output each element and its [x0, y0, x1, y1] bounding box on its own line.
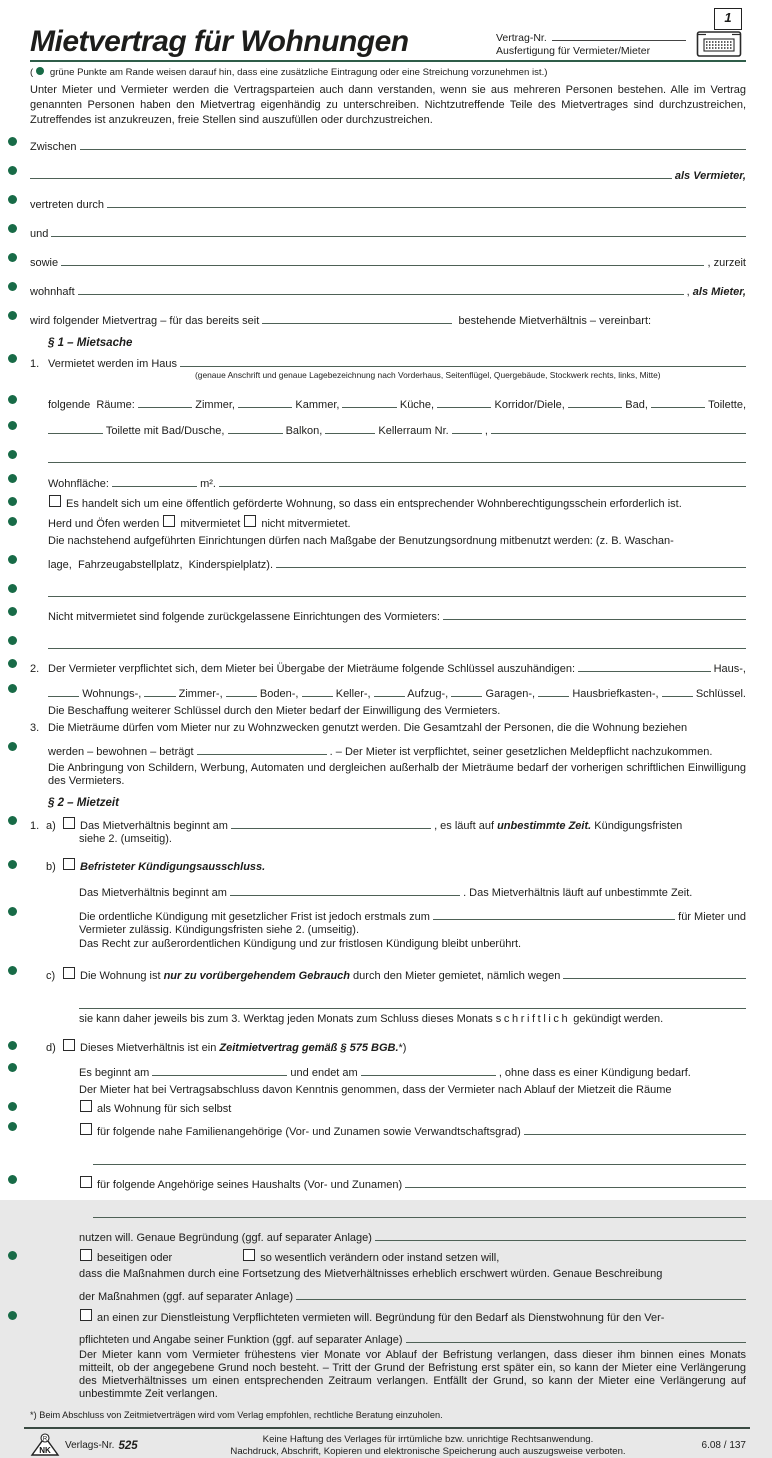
form-line: [79, 994, 746, 1009]
green-dot-icon: [8, 1311, 17, 1320]
form-line: [79, 1061, 746, 1080]
line-text: sowie: [30, 257, 62, 270]
fill-in-blank[interactable]: [48, 634, 746, 649]
vertrag-nr-blank[interactable]: [552, 28, 686, 41]
line-text: für Mieter und: [675, 911, 746, 924]
item-number: a): [46, 820, 56, 833]
margin-dots-note: [30, 67, 746, 78]
line-text: und endet am: [287, 1067, 361, 1080]
line-text: siehe 2. (umseitig).: [79, 833, 172, 846]
checkbox[interactable]: [243, 1249, 255, 1261]
green-dot-icon: [8, 1041, 17, 1050]
green-dot-icon: [8, 636, 17, 645]
form-line: [79, 1349, 746, 1401]
green-dot-icon: [8, 584, 17, 593]
line-text: Die ordentliche Kündigung mit gesetzlicher Frist ist jedoch erstmals zum: [79, 911, 433, 924]
edition-code: 6.08 / 137: [701, 1440, 746, 1452]
line-text: Das Mietverhältnis beginnt am: [80, 820, 232, 833]
item-number: b): [46, 861, 56, 874]
line-text: lage, Fahrzeugabstellplatz, Kinderspielplatz).: [48, 559, 277, 572]
line-text: für folgende nahe Familienangehörige (Vor- und Zunamen sowie Verwandtschaftsgrad): [97, 1126, 524, 1139]
form-line: [30, 722, 746, 735]
fill-in-blank[interactable]: [93, 1150, 746, 1165]
line-text: beseitigen oder: [97, 1252, 173, 1265]
green-dot-icon: [8, 684, 17, 693]
green-dot-icon: [8, 1175, 17, 1184]
line-text: Wohnungs-,: [79, 688, 145, 701]
line-text: Es handelt sich um eine öffentlich geförderte Wohnung, so dass ein entsprechender Wohnberechtigungsschein erforderlich ist.: [66, 498, 682, 511]
fill-in-blank[interactable]: [568, 393, 622, 408]
line-text: Zimmer-,: [175, 688, 226, 701]
form-line: [30, 280, 746, 299]
line-text: wohnhaft: [30, 286, 78, 299]
fill-in-blank[interactable]: [651, 393, 705, 408]
form-line: [79, 1328, 746, 1347]
fill-in-blank[interactable]: [491, 419, 746, 434]
form-line: [79, 1285, 746, 1304]
line-text: Der Mieter kann vom Vermieter frühestens vier Monate vor Ablauf der Befristung verlangen, dass dieser ihm binnen eines Monats mitteilt, ob der angegebene Grund noch besteht. – Tritt der Grund der Befristung erst später ein, so kann der Mieter eine Verlängerung des Mietverhältnisses um einen entsprechenden Zeitraum verlangen. Entfällt der Grund, so kann der Mieter eine Verlängerung auf unbestimmte Zeit verlangen.: [79, 1349, 746, 1401]
line-text: Der Vermieter verpflichtet sich, dem Mieter bei Übergabe der Mieträume folgende Schlüssel auszuhändigen:: [48, 663, 579, 676]
form-line: [48, 582, 746, 597]
line-text: Aufzug-,: [404, 688, 452, 701]
line-text: Die Beschaffung weiterer Schlüssel durch den Mieter bedarf der Einwilligung des Vermieters.: [48, 705, 501, 718]
green-dot-icon: [8, 137, 17, 146]
green-dot-icon: [8, 1122, 17, 1131]
svg-text:NK: NK: [39, 1446, 51, 1456]
green-dot-icon: [8, 1063, 17, 1072]
fill-in-blank[interactable]: [30, 164, 672, 179]
form-line: [48, 705, 746, 718]
item-number: 1.: [30, 358, 40, 371]
fill-in-blank[interactable]: [578, 657, 710, 672]
fill-in-blank[interactable]: [138, 393, 192, 408]
line-text: Kellerraum Nr.: [375, 425, 452, 438]
line-text: ,: [683, 286, 693, 299]
checkbox[interactable]: [63, 967, 75, 979]
fill-in-blank[interactable]: [78, 280, 684, 295]
line-text: so wesentlich verändern oder instand setzen will,: [260, 1252, 500, 1265]
fill-in-blank[interactable]: [361, 1061, 496, 1076]
line-text: mitvermietet: [180, 518, 244, 531]
form-line: [48, 448, 746, 463]
form-line: [48, 553, 746, 572]
line-text: Wohnfläche:: [48, 478, 113, 491]
fill-in-blank[interactable]: [48, 448, 746, 463]
line-text: , ohne dass es einer Kündigung bedarf.: [495, 1067, 691, 1080]
line-text: wird folgender Mietvertrag – für das bereits seit: [30, 315, 263, 328]
line-text: Es beginnt am: [79, 1067, 153, 1080]
form-line: [48, 762, 746, 788]
green-dot-icon: [8, 282, 17, 291]
line-text: Das Recht zur außerordentlichen Kündigung und zur fristlosen Kündigung bleibt unberührt.: [79, 938, 522, 951]
line-text: Schlüssel.: [692, 688, 746, 701]
form-line: [48, 419, 746, 438]
form-line: [46, 858, 746, 874]
fill-in-blank[interactable]: [48, 419, 103, 434]
line-text: Haus-,: [710, 663, 746, 676]
green-dot-icon: [8, 166, 17, 175]
fill-in-blank[interactable]: [296, 1285, 746, 1300]
footer: [30, 1433, 746, 1458]
fill-in-blank[interactable]: [48, 682, 79, 697]
green-dot-icon: [8, 195, 17, 204]
green-dot-icon: [8, 421, 17, 430]
form-line: [48, 472, 746, 491]
form-line: [79, 1226, 746, 1245]
publisher-logo-icon: [30, 1433, 60, 1458]
line-text: Die Wohnung ist: [80, 970, 164, 983]
fill-in-blank[interactable]: [152, 1061, 287, 1076]
form-line: [30, 193, 746, 212]
line-text: Boden-,: [256, 688, 302, 701]
line-text: Das Mietverhältnis beginnt am: [79, 887, 231, 900]
intro-paragraph: Unter Mieter und Vermieter werden die Vertragsparteien auch dann verstanden, wenn sie aus mehreren Personen bestehen. Alle im Vertrag genannten Personen haben den Mietvertrag eigenhändig zu unterschreiben. Nichtzutreffende Teile des Mietvertrages sind durchzustreichen, Zutreffendes ist anzukreuzen, freie Stellen sind auszufüllen oder durchzustreichen.: [30, 84, 746, 126]
line-text: , zurzeit: [704, 257, 746, 270]
checkbox[interactable]: [49, 495, 61, 507]
emphasis-text: nur zu vorübergehendem Gebrauch: [163, 970, 350, 983]
verlag-label: Verlags-Nr.: [65, 1440, 115, 1452]
form-line: [48, 495, 746, 511]
form-line: [93, 1150, 746, 1165]
line-text: vertreten durch: [30, 199, 108, 212]
checkbox[interactable]: [63, 817, 75, 829]
green-dot-icon: [8, 517, 17, 526]
footer-rule: [24, 1427, 750, 1429]
form-line: [48, 605, 746, 624]
line-text: Herd und Öfen werden: [48, 518, 163, 531]
line-text: Der Mieter hat bei Vertragsabschluss davon Kenntnis genommen, dass der Vermieter nach Ablauf der Mietzeit die Räume: [79, 1084, 672, 1097]
fill-in-blank[interactable]: [662, 682, 693, 697]
line-text: Küche,: [396, 399, 438, 412]
green-dot-icon: [8, 224, 17, 233]
form-line: [79, 1249, 746, 1265]
form-line: [30, 135, 746, 154]
line-text: Vermietet werden im Haus: [48, 358, 181, 371]
line-text: Zwischen: [30, 141, 80, 154]
line-text: Dieses Mietverhältnis ist ein: [80, 1042, 220, 1055]
fill-in-blank[interactable]: [563, 964, 746, 979]
line-text: der Maßnahmen (ggf. auf separater Anlage): [79, 1291, 297, 1304]
note-open-paren: (: [30, 67, 34, 79]
fill-in-blank[interactable]: [405, 1173, 746, 1188]
form-line: [48, 515, 746, 531]
line-text: gekündigt werden.: [570, 1013, 664, 1026]
green-dot-icon: [8, 354, 17, 363]
fill-in-blank[interactable]: [230, 881, 460, 896]
line-text: Toilette,: [705, 399, 747, 412]
line-text: als Wohnung für sich selbst: [97, 1103, 232, 1116]
green-dot-icon: [8, 742, 17, 751]
green-dot-icon: [8, 474, 17, 483]
section-heading: § 2 – Mietzeit: [48, 797, 119, 810]
green-dot-icon: [8, 907, 17, 916]
legal-notice: [200, 1434, 656, 1458]
fill-in-blank[interactable]: [443, 605, 746, 620]
item-number: 2.: [30, 663, 40, 676]
svg-text:R: R: [42, 1436, 48, 1443]
form-rows: [30, 135, 746, 1401]
line-text: dass die Maßnahmen durch eine Fortsetzung des Mietverhältnisses erheblich erschwert würden. Genaue Beschreibung: [79, 1268, 663, 1281]
fill-in-blank[interactable]: [452, 419, 482, 434]
fill-in-blank[interactable]: [80, 135, 746, 150]
fill-in-blank[interactable]: [93, 1203, 746, 1218]
line-text: . – Der Mieter ist verpflichtet, seiner gesetzlichen Meldepflicht nachzukommen.: [326, 746, 713, 759]
form-line: [79, 1120, 746, 1139]
form-line: [79, 1013, 746, 1026]
form-line: [46, 964, 746, 983]
form-line: [79, 924, 746, 937]
checkbox[interactable]: [80, 1249, 92, 1261]
emphasis-text: als Mieter,: [692, 286, 746, 299]
fill-in-blank[interactable]: [238, 393, 292, 408]
checkbox[interactable]: [80, 1100, 92, 1112]
form-line: [46, 1039, 746, 1055]
form-line: [30, 814, 746, 833]
green-dot-icon: [8, 816, 17, 825]
item-number: 3.: [30, 722, 40, 735]
fill-in-blank[interactable]: [262, 309, 452, 324]
fill-in-blank[interactable]: [51, 222, 746, 237]
line-text: bestehende Mietverhältnis – vereinbart:: [452, 315, 652, 328]
line-text: folgende Räume:: [48, 399, 138, 412]
header-rule: [30, 60, 746, 62]
legal-line-1: Keine Haftung des Verlages für irrtümliche bzw. unrichtige Rechtsanwendung.: [262, 1433, 594, 1445]
fill-in-blank[interactable]: [107, 193, 746, 208]
section-heading: § 1 – Mietsache: [48, 337, 133, 350]
fill-in-blank[interactable]: [433, 905, 675, 920]
fill-in-blank[interactable]: [451, 682, 482, 697]
checkbox[interactable]: [63, 858, 75, 870]
line-text: Die Anbringung von Schildern, Werbung, Automaten und dergleichen außerhalb der Mieträume bedarf der vorherigen schriftlichen Einwilligung des Vermieters.: [48, 762, 746, 788]
form-line: [30, 657, 746, 676]
checkbox[interactable]: [63, 1039, 75, 1051]
fill-in-blank[interactable]: [226, 682, 257, 697]
emphasis-text: als Vermieter,: [671, 170, 746, 183]
checkbox[interactable]: [80, 1123, 92, 1135]
publisher-block: [30, 1433, 200, 1458]
page-title: Mietvertrag für Wohnungen: [30, 25, 409, 58]
fill-in-blank[interactable]: [180, 352, 746, 367]
line-text: ,: [481, 425, 491, 438]
form-line: [79, 905, 746, 924]
green-dot-icon: [8, 860, 17, 869]
page-number-badge: 1: [714, 8, 742, 30]
line-text: an einen zur Dienstleistung Verpflichteten vermieten will. Begründung für den Bedarf als Dienstwohnung für den Ver-: [97, 1312, 665, 1325]
form-line: [30, 164, 746, 183]
item-number: 1.: [30, 820, 40, 833]
line-text: nutzen will. Genaue Begründung (ggf. auf separater Anlage): [79, 1232, 375, 1245]
line-text: Die nachstehend aufgeführten Einrichtungen dürfen nach Maßgabe der Benutzungsordnung mitbenutzt werden: (z. B. Waschan-: [48, 535, 674, 548]
line-text: nicht mitvermietet.: [261, 518, 351, 531]
fill-in-blank[interactable]: [197, 740, 327, 755]
fill-in-blank[interactable]: [538, 682, 569, 697]
ausfertigung-label: Ausfertigung für Vermieter/Mieter: [496, 45, 651, 57]
form-line: [48, 740, 746, 759]
fill-in-blank[interactable]: [325, 419, 375, 434]
line-text: sie kann daher jeweils bis zum 3. Werktag jeden Monats zum Schluss dieses Monats: [79, 1013, 496, 1026]
emphasis-text: Zeitmietvertrag gemäß § 575 BGB.: [219, 1042, 399, 1055]
line-text: Toilette mit Bad/Dusche,: [103, 425, 228, 438]
form-line: [79, 1084, 746, 1097]
green-dot-icon: [8, 311, 17, 320]
note-text: grüne Punkte am Rande weisen darauf hin, dass eine zusätzliche Eintragung oder eine Streichung vorzunehmen ist.): [47, 67, 548, 79]
header: [30, 8, 746, 60]
fill-in-blank[interactable]: [406, 1328, 746, 1343]
green-dot-icon: [8, 395, 17, 404]
green-dot-icon: [8, 450, 17, 459]
line-text: Garagen-,: [482, 688, 539, 701]
line-text: pflichteten und Angabe seiner Funktion (ggf. auf separater Anlage): [79, 1334, 406, 1347]
emphasis-text: unbestimmte Zeit.: [497, 820, 592, 833]
form-line: [30, 352, 746, 371]
green-dot-icon: [8, 1102, 17, 1111]
fill-in-blank[interactable]: [48, 582, 746, 597]
contract-number-block: [496, 28, 686, 60]
line-text: durch den Mieter gemietet, nämlich wegen: [350, 970, 564, 983]
verlag-number: 525: [118, 1439, 138, 1452]
fill-in-blank[interactable]: [437, 393, 491, 408]
line-text: und: [30, 228, 52, 241]
line-text: Kammer,: [292, 399, 343, 412]
line-text: werden – bewohnen – beträgt: [48, 746, 197, 759]
green-dot-icon: [8, 1251, 17, 1260]
fill-in-blank[interactable]: [112, 472, 197, 487]
line-text: *): [398, 1042, 407, 1055]
line-text: Hausbriefkasten-,: [569, 688, 662, 701]
form-line: [93, 1203, 746, 1218]
line-text: . Das Mietverhältnis läuft auf unbestimmte Zeit.: [460, 887, 693, 900]
form-line: [79, 938, 746, 951]
form-line: [79, 1268, 746, 1281]
green-dot-icon: [8, 966, 17, 975]
fill-in-blank[interactable]: [144, 682, 175, 697]
green-dot-icon: [8, 555, 17, 564]
checkbox[interactable]: [80, 1309, 92, 1321]
footnote: *) Beim Abschluss von Zeitmietverträgen wird vom Verlag empfohlen, rechtliche Beratung einzuholen.: [30, 1410, 443, 1421]
form-line: [79, 881, 746, 900]
line-text: Keller-,: [332, 688, 374, 701]
form-line: [48, 535, 746, 548]
fill-in-blank[interactable]: [524, 1120, 746, 1135]
line-text: Bad,: [622, 399, 651, 412]
fill-in-blank[interactable]: [219, 472, 746, 487]
fill-in-blank[interactable]: [302, 682, 333, 697]
form-line: [48, 393, 746, 412]
form-line: [79, 1100, 746, 1116]
emphasis-text: Befristeter Kündigungsausschluss.: [80, 861, 266, 874]
fill-in-blank[interactable]: [374, 682, 405, 697]
spaced-text: schriftlich: [495, 1013, 571, 1026]
checkbox[interactable]: [80, 1176, 92, 1188]
form-line: [30, 222, 746, 241]
checkbox[interactable]: [244, 515, 256, 527]
line-text: Nicht mitvermietet sind folgende zurückgelassene Einrichtungen des Vormieters:: [48, 611, 443, 624]
fill-in-blank[interactable]: [342, 393, 396, 408]
fill-in-blank[interactable]: [79, 994, 746, 1009]
fill-in-blank[interactable]: [375, 1226, 746, 1241]
green-dot-icon: [8, 607, 17, 616]
line-text: Vermieter zulässig. Kündigungsfristen siehe 2. (umseitig).: [79, 924, 360, 937]
line-text: Die Mieträume dürfen vom Mieter nur zu Wohnzwecken genutzt werden. Die Gesamtzahl der Personen, die die Wohnung beziehen: [48, 722, 688, 735]
form-line: [79, 1173, 746, 1192]
line-text: m².: [197, 478, 220, 491]
fill-in-blank[interactable]: [276, 553, 746, 568]
green-dot-icon: [8, 497, 17, 506]
fill-in-blank[interactable]: [231, 814, 431, 829]
line-text: Zimmer,: [192, 399, 239, 412]
fill-in-blank[interactable]: [228, 419, 283, 434]
item-number: c): [46, 970, 56, 983]
field-caption: (genaue Anschrift und genaue Lagebezeichnung nach Vorderhaus, Seitenflügel, Quergebäude, Stockwerk rechts, links, Mitte): [195, 370, 661, 381]
green-dot-icon: [8, 659, 17, 668]
form-line: [79, 833, 746, 846]
line-text: Korridor/Diele,: [491, 399, 568, 412]
form-line: [79, 1309, 746, 1325]
green-dot-icon: [8, 253, 17, 262]
item-number: d): [46, 1042, 56, 1055]
line-text: Kündigungsfristen: [591, 820, 683, 833]
form-line: [30, 251, 746, 270]
line-text: Balkon,: [282, 425, 326, 438]
form-line: [48, 634, 746, 649]
green-dot-icon: [36, 67, 44, 75]
form-line: [30, 309, 746, 328]
legal-line-2: Nachdruck, Abschrift, Kopieren und elektronische Speicherung auch auszugsweise verboten.: [230, 1445, 626, 1457]
checkbox[interactable]: [163, 515, 175, 527]
fill-in-blank[interactable]: [61, 251, 704, 266]
line-text: für folgende Angehörige seines Haushalts (Vor- und Zunamen): [97, 1179, 406, 1192]
vertrag-nr-label: Vertrag-Nr.: [496, 32, 547, 44]
typewriter-icon: [694, 8, 746, 60]
line-text: , es läuft auf: [431, 820, 498, 833]
form-line: [48, 682, 746, 701]
